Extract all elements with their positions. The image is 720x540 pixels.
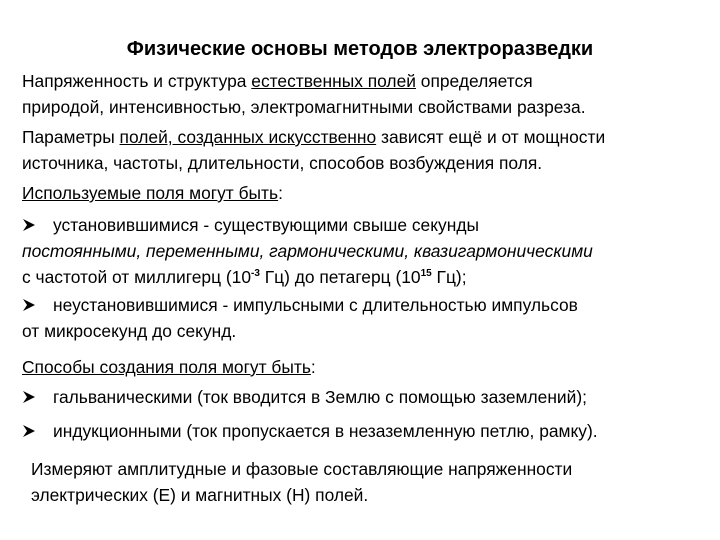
- methods-heading: [22, 354, 316, 380]
- text: Напряженность и структура: [22, 71, 252, 91]
- used-fields-heading: [22, 180, 283, 206]
- arrow-bullet-icon: [22, 390, 36, 404]
- paragraph-natural-fields: [22, 68, 586, 120]
- text: Измеряют амплитудные и фазовые составляющие напряженности: [31, 459, 573, 479]
- bullet-text: установившимися - существующими свыше секунды: [53, 215, 479, 235]
- bullet-transient-fields: [22, 292, 578, 318]
- bullet-text: гальваническими (ток вводится в Землю с помощью заземлений);: [53, 387, 587, 407]
- text: определяется: [415, 71, 533, 91]
- text: источника, частоты, длительности, способов возбуждения поля.: [22, 153, 543, 173]
- text: Гц);: [431, 267, 467, 287]
- colon: :: [310, 357, 316, 377]
- bullet-text: неустановившимися - импульсными с длительностью импульсов: [53, 295, 578, 315]
- artificial-fields-term: полей, созданных искусственно: [119, 127, 377, 147]
- slide-title: Физические основы методов электроразведки: [126, 38, 594, 60]
- arrow-bullet-icon: [22, 218, 36, 232]
- exponent: -3: [251, 268, 260, 279]
- text: электрических (Е) и магнитных (Н) полей.: [31, 485, 369, 505]
- text: зависят ещё и от мощности: [376, 127, 606, 147]
- transient-duration: от микросекунд до секунд.: [22, 321, 237, 341]
- arrow-bullet-icon: [22, 298, 36, 312]
- bullet-galvanic: [22, 384, 587, 410]
- bullet-steady-fields: [22, 212, 479, 238]
- text: Параметры: [22, 127, 120, 147]
- heading-text: Способы создания поля могут быть: [22, 357, 311, 377]
- text: Гц) до петагерц (10: [259, 267, 421, 287]
- bullet-text: индукционными (ток пропускается в незаземленную петлю, рамку).: [53, 421, 598, 441]
- text: с частотой от миллигерц (10: [22, 267, 251, 287]
- paragraph-artificial-fields: [22, 124, 605, 176]
- heading-text: Используемые поля могут быть: [22, 183, 279, 203]
- bullet-inductive: [22, 418, 598, 444]
- text: природой, интенсивностью, электромагнитными свойствами разреза.: [22, 97, 586, 117]
- measurement-note: [31, 456, 572, 508]
- exponent: 15: [420, 268, 432, 279]
- natural-fields-term: естественных полей: [251, 71, 416, 91]
- field-types-italic: постоянными, переменными, гармоническими, квазигармоническими: [22, 241, 593, 261]
- frequency-range: [22, 264, 467, 290]
- colon: :: [278, 183, 283, 203]
- arrow-bullet-icon: [22, 424, 36, 438]
